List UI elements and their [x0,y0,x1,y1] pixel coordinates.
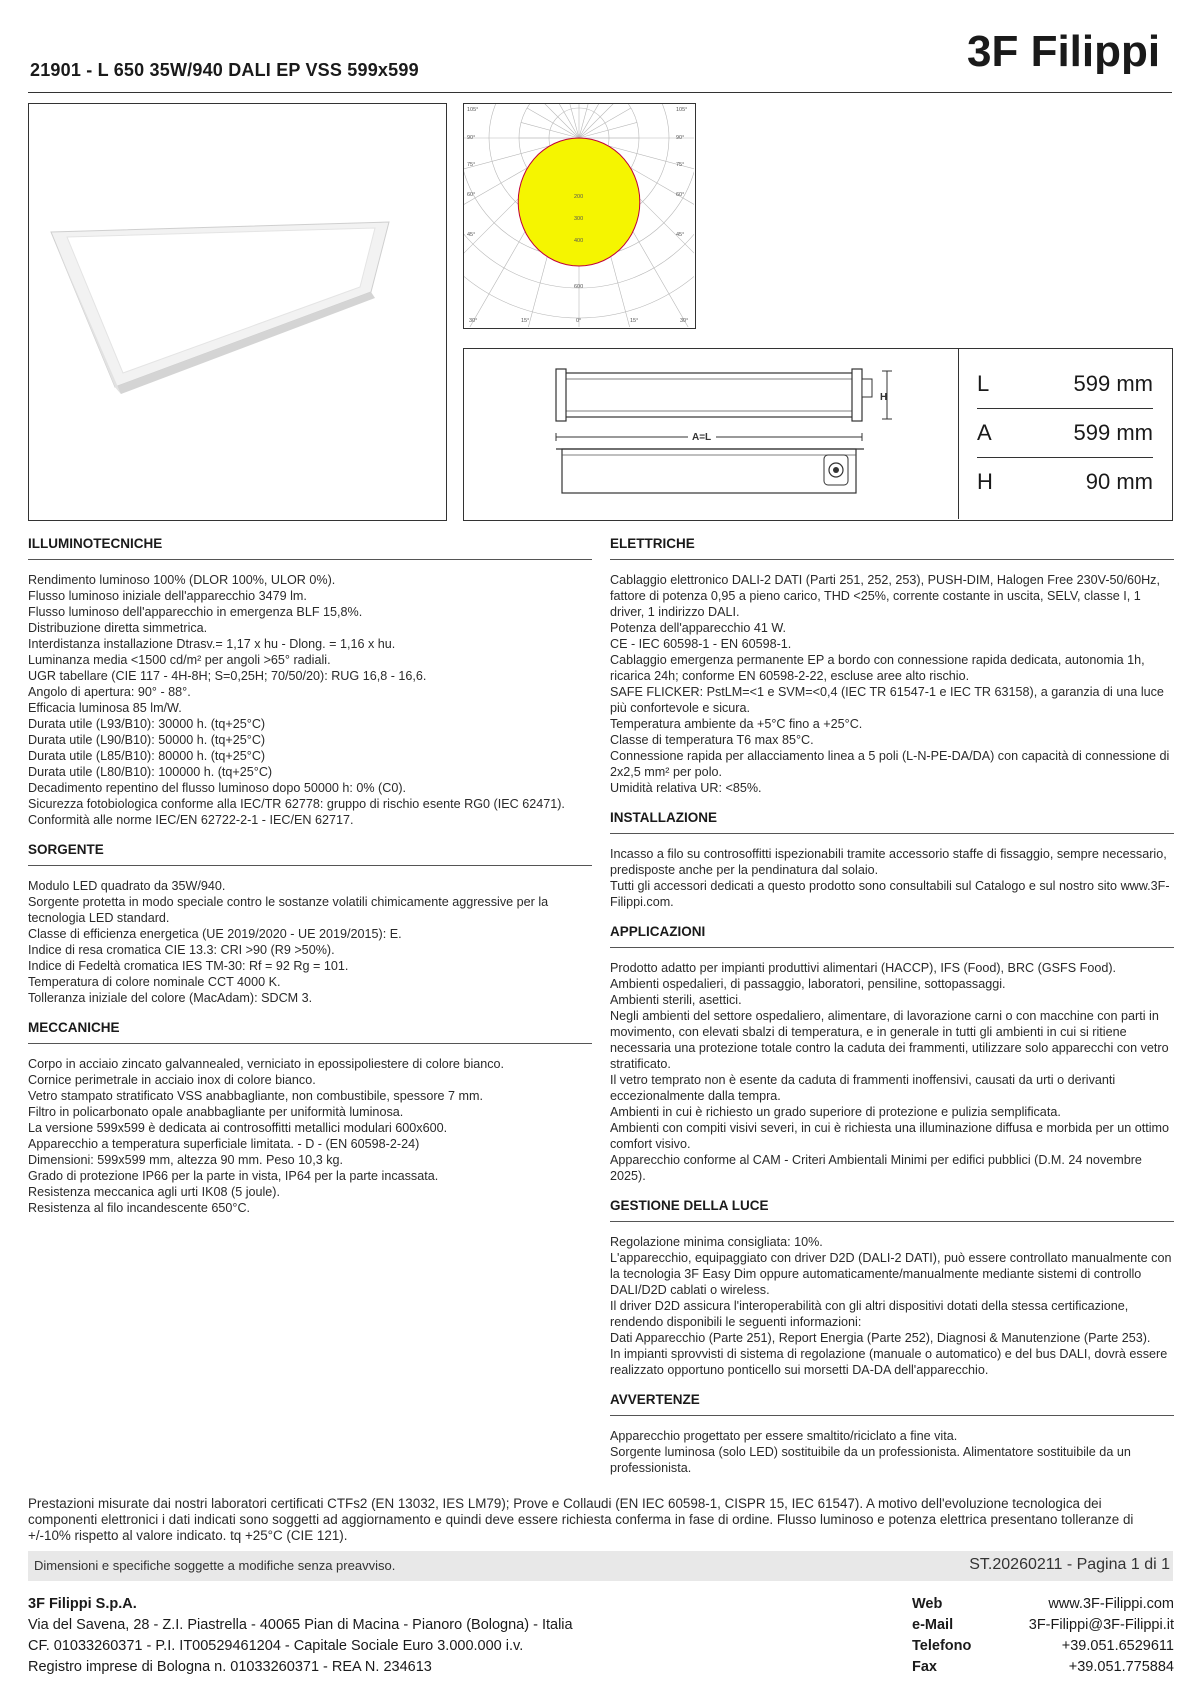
spec-line: Connessione rapida per allacciamento linea a 5 poli (L-N-PE-DA/DA) con capacità di connessione di 2x2,5 mm² per polo. [610,749,1170,779]
spec-line: Sorgente protetta in modo speciale contro le sostanze volatili chimicamente aggressive per la tecnologia LED standard. [28,895,549,925]
technical-drawing [464,349,958,519]
polar-angle-label: 45° [676,232,685,238]
section-body [610,846,1174,910]
a-dim-label: A=L [692,432,712,443]
company-info [28,1594,573,1678]
spec-line: UGR tabellare (CIE 117 - 4H-8H; S=0,25H; 70/50/20): RUG 16,8 - 16,6. [28,669,427,683]
polar-grid-spoke [521,122,579,138]
spec-line: Luminanza media <1500 cd/m² per angoli >65° radiali. [28,653,331,667]
spec-line: Apparecchio conforme al CAM - Criteri Ambientali Minimi per edifici pubblici (D.M. 24 novembre 2025). [610,1153,1142,1183]
spec-line: Vetro stampato stratificato VSS anabbagliante, non combustibile, spessore 7 mm. [28,1089,484,1103]
email-link[interactable]: 3F-Filippi@3F-Filippi.it [1028,1617,1174,1633]
spec-line: Cornice perimetrale in acciaio inox di colore bianco. [28,1073,316,1087]
section-body [610,1428,1174,1476]
company-registry: Registro imprese di Bologna n. 01033260371 - REA N. 234613 [28,1659,432,1675]
section-title: SORGENTE [28,842,592,866]
section-body [28,1056,592,1216]
spec-line: Grado di protezione IP66 per la parte in vista, IP64 per la parte incassata. [28,1169,439,1183]
section-body [610,1234,1174,1378]
right-spec-column [610,536,1174,1490]
spec-line: Ambienti sterili, asettici. [610,993,742,1007]
spec-line: Durata utile (L80/B10): 100000 h. (tq+25°C) [28,765,273,779]
spec-line: Il driver D2D assicura l'interoperabilità con gli altri dispositivi dotati della stessa certificazione, rendendo disponibili le seguenti informazioni: [610,1299,1129,1329]
polar-grid-spoke [579,122,637,138]
section-title: ILLUMINOTECNICHE [28,536,592,560]
spec-line: Ambienti in cui è richiesto un grado superiore di protezione e pulizia semplificata. [610,1105,1061,1119]
spec-line: Flusso luminoso dell'apparecchio in emergenza BLF 15,8%. [28,605,363,619]
contact-fax [912,1657,1174,1678]
company-tax: CF. 01033260371 - P.I. IT00529461204 - Capitale Sociale Euro 3.000.000 i.v. [28,1638,524,1654]
spec-line: Efficacia luminosa 85 lm/W. [28,701,182,715]
spec-line: Tolleranza iniziale del colore (MacAdam): SDCM 3. [28,991,313,1005]
dim-value: 599 mm [1073,420,1153,445]
spec-line: Modulo LED quadrato da 35W/940. [28,879,226,893]
spec-line: Il vetro temprato non è esente da caduta di frammenti inoffensivi, causati da urti o derivanti eccezionalmente dalla tempra. [610,1073,1116,1103]
spec-line: Temperatura di colore nominale CCT 4000 K. [28,975,281,989]
spec-line: Resistenza meccanica agli urti IK08 (5 joule). [28,1185,280,1199]
spec-line: Incasso a filo su controsoffitti ispezionabili tramite accessorio staffe di fissaggio, sempre necessario, predisposte anche per la pendinatura dal solaio. [610,847,1167,877]
spec-line: Cablaggio elettronico DALI-2 DATI (Parti 251, 252, 253), PUSH-DIM, Halogen Free 230V-50/60Hz, fattore di potenza 0,95 a pieno carico, THD <25%, corrente costante in uscita, SELV, classe I, 1 driver, 1 indirizzo DALI. [610,573,1160,619]
section-title: INSTALLAZIONE [610,810,1174,834]
dim-row-h [977,458,1153,506]
polar-angle-label: 60° [467,192,476,198]
spec-section [28,536,592,828]
dim-row-a [977,409,1153,458]
spec-line: Apparecchio progettato per essere smaltito/riciclato a fine vita. [610,1429,958,1443]
contact-phone [912,1636,1174,1657]
polar-grid-spoke [527,108,579,138]
spec-line: Ambienti ospedalieri, di passaggio, laboratori, pensiline, sottopassaggi. [610,977,1006,991]
contact-key: Telefono [912,1638,972,1654]
polar-angle-label: 90° [467,135,476,141]
spec-line: Apparecchio a temperatura superficiale limitata. - D - (EN 60598-2-24) [28,1137,420,1151]
section-body [28,878,592,1006]
spec-line: Classe di efficienza energetica (UE 2019/2020 - UE 2019/2015): E. [28,927,402,941]
spec-line: Classe di temperatura T6 max 85°C. [610,733,814,747]
dim-row-l [977,360,1153,409]
spec-line: L'apparecchio, equipaggiato con driver D2D (DALI-2 DATI), può essere controllato manualmente con la tecnologia 3F Easy Dim oppure automaticamente/manualmente mediante sistemi di controllo DALI/D2D cablati o wireless. [610,1251,1172,1297]
section-title: GESTIONE DELLA LUCE [610,1198,1174,1222]
dim-value: 90 mm [1085,469,1153,494]
spec-line: Dimensioni: 599x599 mm, altezza 90 mm. Peso 10,3 kg. [28,1153,343,1167]
spec-line: Tutti gli accessori dedicati a questo prodotto sono consultabili sul Catalogo e sul nostro sito www.3F-Filippi.com. [610,879,1170,909]
spec-line: SAFE FLICKER: PstLM=<1 e SVM=<0,4 (IEC TR 61547-1 e IEC TR 63158), a garanzia di una luce più confortevole e sicura. [610,685,1164,715]
brand-logo [967,26,1172,74]
spec-line: La versione 599x599 è dedicata ai controsoffitti metallici modulari 600x600. [28,1121,448,1135]
spec-line: In impianti sprovvisti di sistema di regolazione (manuale o automatico) e del bus DALI, dovrà essere realizzato opportuno ponticello sui morsetti DA-DA dell'apparecchio. [610,1347,1168,1377]
dim-value: 599 mm [1073,371,1153,396]
spec-line: Dati Apparecchio (Parte 251), Report Energia (Parte 252), Diagnosi & Manutenzione (Parte 253). [610,1331,1151,1345]
polar-angle-label: 90° [676,135,685,141]
spec-line: Sicurezza fotobiologica conforme alla IEC/TR 62778: gruppo di rischio esente RG0 (IEC 62471). [28,797,565,811]
polar-radial-label: 200 [574,194,584,200]
contact-key: Web [912,1596,943,1612]
contact-web [912,1594,1174,1615]
polar-angle-label: 105° [467,107,479,113]
disclaimer-text: Dimensioni e specifiche soggette a modifiche senza preavviso. [34,1558,396,1573]
section-body [610,572,1174,796]
dim-key: L [977,371,990,396]
contact-key: Fax [912,1659,937,1675]
polar-angle-label: 105° [676,107,688,113]
spec-line: Temperatura ambiente da +5°C fino a +25°C. [610,717,863,731]
spec-line: CE - IEC 60598-1 - EN 60598-1. [610,637,792,651]
logo-text: 3F Filippi [967,27,1161,74]
web-link[interactable]: www.3F-Filippi.com [1048,1596,1174,1612]
spec-section [610,924,1174,1184]
polar-angle-label: 30° [680,318,689,324]
spec-line: Rendimento luminoso 100% (DLOR 100%, ULOR 0%). [28,573,336,587]
spec-section [610,810,1174,910]
spec-line: Interdistanza installazione Dtrasv.= 1,17 x hu - Dlong. = 1,16 x hu. [28,637,396,651]
header-divider [28,92,1172,93]
spec-line: Durata utile (L93/B10): 30000 h. (tq+25°C) [28,717,266,731]
spec-line: Umidità relativa UR: <85%. [610,781,762,795]
polar-angle-label: 75° [676,162,685,168]
spec-line: Corpo in acciaio zincato galvannealed, verniciato in epossipoliestere di colore bianco. [28,1057,505,1071]
polar-radial-label: 600 [574,284,584,290]
polar-grid-spoke [537,104,579,138]
polar-angle-label: 45° [467,232,476,238]
dimension-panel [463,348,1173,521]
section-title: MECCANICHE [28,1020,592,1044]
contact-key: e-Mail [912,1617,954,1633]
spec-line: Flusso luminoso iniziale dell'apparecchio 3479 lm. [28,589,307,603]
page-title: 21901 - L 650 35W/940 DALI EP VSS 599x599 [30,60,419,80]
polar-angle-label: 60° [676,192,685,198]
dim-key: H [977,469,993,494]
spec-line: Distribuzione diretta simmetrica. [28,621,208,635]
dimension-table [959,349,1171,519]
spec-line: Conformità alle norme IEC/EN 62722-2-1 - IEC/EN 62717. [28,813,354,827]
phone-value: +39.051.6529611 [1061,1638,1174,1654]
polar-diagram [463,103,696,329]
spec-line: Resistenza al filo incandescente 650°C. [28,1201,251,1215]
polar-radial-label: 400 [574,238,584,244]
spec-section [610,536,1174,796]
spec-section [28,842,592,1006]
polar-grid-spoke [579,108,631,138]
dim-key: A [977,420,992,445]
spec-section [28,1020,592,1216]
footer-note: Prestazioni misurate dai nostri laboratori certificati CTFs2 (EN 13032, IES LM79); Prove e Collaudi (EN IEC 60598-1, CISPR 15, IEC 61547). A motivo dell'evoluzione tecnologica dei componenti elettronici i dati indicati sono soggetti ad aggiornamento e quindi deve essere richiesta conferma in fase di ordine. Flusso luminoso e potenza elettrica presentano tolleranze di +/-10% rispetto al valore indicato. tq +25°C (CIE 121). [28,1496,1134,1543]
spec-line: Indice di Fedeltà cromatica IES TM-30: Rf = 92 Rg = 101. [28,959,349,973]
spec-line: Decadimento repentino del flusso luminoso dopo 50000 h: 0% (C0). [28,781,407,795]
spec-line: Ambienti con compiti visivi severi, in cui è richiesta una illuminazione diffusa e morbida per un ottimo comfort visivo. [610,1121,1170,1151]
polar-angle-label: 15° [630,318,639,324]
section-title: AVVERTENZE [610,1392,1174,1416]
polar-radial-label: 300 [574,216,584,222]
page-reference: ST.20260211 - Pagina 1 di 1 [969,1556,1170,1573]
spec-line: Sorgente luminosa (solo LED) sostituibile da un professionista. Alimentatore sostituibile da un professionista. [610,1445,1131,1475]
company-address: Via del Savena, 28 - Z.I. Piastrella - 40065 Pian di Macina - Pianoro (Bologna) - Italia [28,1617,573,1633]
spec-line: Negli ambienti del settore ospedaliero, alimentare, di lavorazione carni o con macchine con parti in movimento, con elevati sbalzi di temperatura, e in generale in tutti gli ambienti in cui si ritiene necessaria una protezione totale contro la caduta dei frammenti, utilizzare solo apparecchi con vetro stratificato. [610,1009,1169,1071]
section-title: APPLICAZIONI [610,924,1174,948]
product-image [28,103,447,521]
spec-line: Prodotto adatto per impianti produttivi alimentari (HACCP), IFS (Food), BRC (GSFS Food). [610,961,1117,975]
company-name: 3F Filippi S.p.A. [28,1596,137,1612]
spec-line: Durata utile (L85/B10): 80000 h. (tq+25°C) [28,749,266,763]
polar-grid-spoke [563,104,579,138]
polar-angle-label: 75° [467,162,476,168]
polar-angle-label: 0° [576,318,582,324]
section-title: ELETTRICHE [610,536,1174,560]
spec-section [610,1198,1174,1378]
polar-angle-label: 30° [469,318,478,324]
left-spec-column [28,536,592,1230]
spec-section [610,1392,1174,1476]
luminous-intensity-curve [518,138,640,266]
spec-line: Durata utile (L90/B10): 50000 h. (tq+25°C) [28,733,266,747]
spec-line: Regolazione minima consigliata: 10%. [610,1235,823,1249]
polar-grid-spoke [579,104,621,138]
fax-value: +39.051.775884 [1068,1659,1174,1675]
spec-line: Angolo di apertura: 90° - 88°. [28,685,191,699]
spec-line: Indice di resa cromatica CIE 13.3: CRI >90 (R9 >50%). [28,943,335,957]
section-body [28,572,592,828]
contact-list [912,1594,1174,1678]
spec-line: Filtro in policarbonato opale anabbagliante per uniformità luminosa. [28,1105,404,1119]
spec-line: Cablaggio emergenza permanente EP a bordo con connessione rapida dedicata, autonomia 1h, ricarica 24h; conforme EN 60598-2-22, escluse aree alto rischio. [610,653,1145,683]
contact-email [912,1615,1174,1636]
h-dim-label: H [880,392,888,403]
section-body [610,960,1174,1184]
polar-grid-spoke [579,104,595,138]
spec-line: Potenza dell'apparecchio 41 W. [610,621,787,635]
polar-angle-label: 15° [521,318,530,324]
